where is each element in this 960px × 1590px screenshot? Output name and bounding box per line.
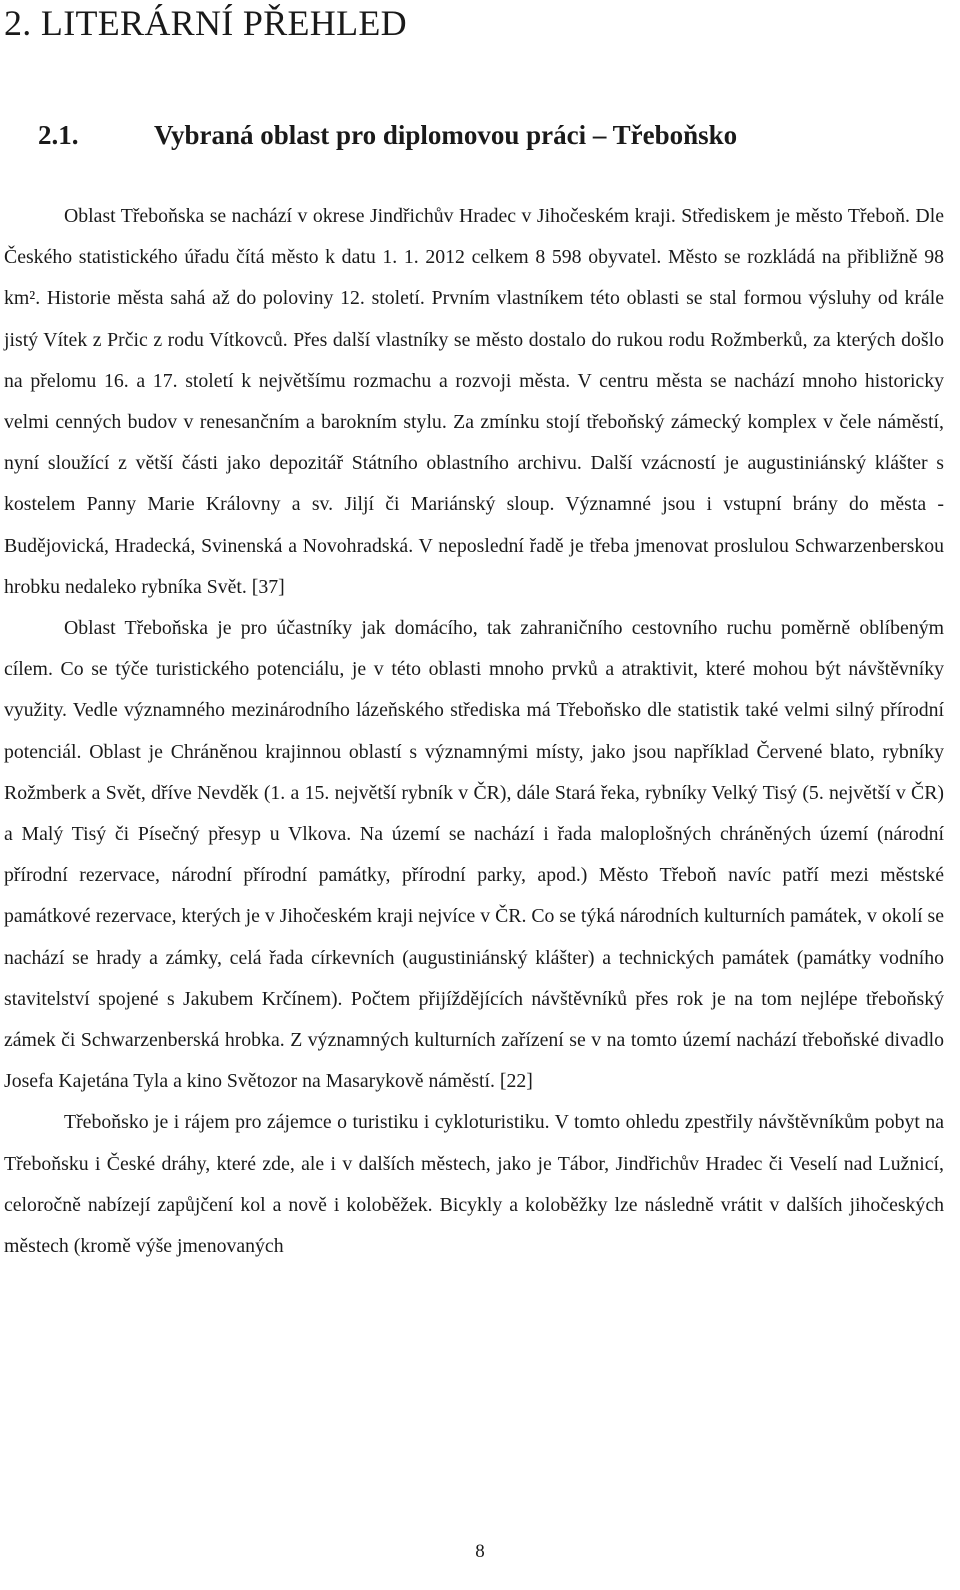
body-text — [4, 196, 944, 1267]
paragraph: Oblast Třeboňska je pro účastníky jak domácího, tak zahraničního cestovního ruchu poměrně oblíbeným cílem. Co se týče turistického potenciálu, je v této oblasti mnoho prvků a atraktivit, které mohou být návštěvníky využity. Vedle významného mezinárodního lázeňského střediska má Třeboňsko dle statistik také velmi silný přírodní potenciál. Oblast je Chráněnou krajinnou oblastí s významnými místy, jako jsou například Červené blato, rybníky Rožmberk a Svět, dříve Nevděk (1. a 15. největší rybník v ČR), dále Stará řeka, rybníky Velký Tisý (5. největší v ČR) a Malý Tisý či Písečný přesyp u Vlkova. Na území se nachází i řada maloplošných chráněných území (národní přírodní rezervace, národní přírodní památky, přírodní parky, apod.) Město Třeboň navíc patří mezi městské památkové rezervace, kterých je v Jihočeském kraji nejvíce v ČR. Co se týká národních kulturních památek, v okolí se nachází se hrady a zámky, celá řada církevních (augustiniánský klášter) a technických památek (památky vodního stavitelství spojené s Jakubem Krčínem). Počtem přijíždějících návštěvníků přes rok je na tom nejlépe třeboňský zámek či Schwarzenberská hrobka. Z významných kulturních zařízení se v na tomto území nachází třeboňské divadlo Josefa Kajetána Tyla a kino Světozor na Masarykově náměstí. [22] — [4, 617, 944, 1093]
chapter-heading: 2. LITERÁRNÍ PŘEHLED — [4, 3, 407, 43]
paragraph: Oblast Třeboňska se nachází v okrese Jindřichův Hradec v Jihočeském kraji. Střediskem je město Třeboň. Dle Českého statistického úřadu čítá město k datu 1. 1. 2012 celkem 8 598 obyvatel. Město se rozkládá na přibližně 98 km². Historie města sahá až do poloviny 12. století. Prvním vlastníkem této oblasti se stal formou výsluhy od krále jistý Vítek z Prčic z rodu Vítkovců. Přes další vlastníky se město dostalo do rukou rodu Rožmberků, za kterých došlo na přelomu 16. a 17. století k největšímu rozmachu a rozvoji města. V centru města se nachází mnoho historicky velmi cenných budov v renesančním a barokním stylu. Za zmínku stojí třeboňský zámecký komplex v čele náměstí, nyní sloužící z větší části jako depozitář Státního oblastního archivu. Další vzácností je augustiniánský klášter s kostelem Panny Marie Královny a sv. Jiljí či Mariánský sloup. Významné jsou i vstupní brány do města - Budějovická, Hradecká, Svinenská a Novohradská. V neposlední řadě je třeba jmenovat proslulou Schwarzenberskou hrobku nedaleko rybníka Svět. [37] — [4, 205, 944, 598]
page-number: 8 — [475, 1541, 485, 1562]
section-title: Vybraná oblast pro diplomovou práci – Třeboňsko — [154, 120, 738, 150]
paragraph: Třeboňsko je i rájem pro zájemce o turistiku i cykloturistiku. V tomto ohledu zpestřily návštěvníkům pobyt na Třeboňsku i České dráhy, které zde, ale i v dalších městech, jako je Tábor, Jindřichův Hradec či Veselí nad Lužnicí, celoročně nabízejí zapůjčení kol a nově i koloběžek. Bicykly a koloběžky lze následně vrátit v dalších jihočeských městech (kromě výše jmenovaných — [4, 1111, 944, 1258]
section-heading — [38, 120, 737, 151]
section-number: 2.1. — [38, 120, 79, 150]
